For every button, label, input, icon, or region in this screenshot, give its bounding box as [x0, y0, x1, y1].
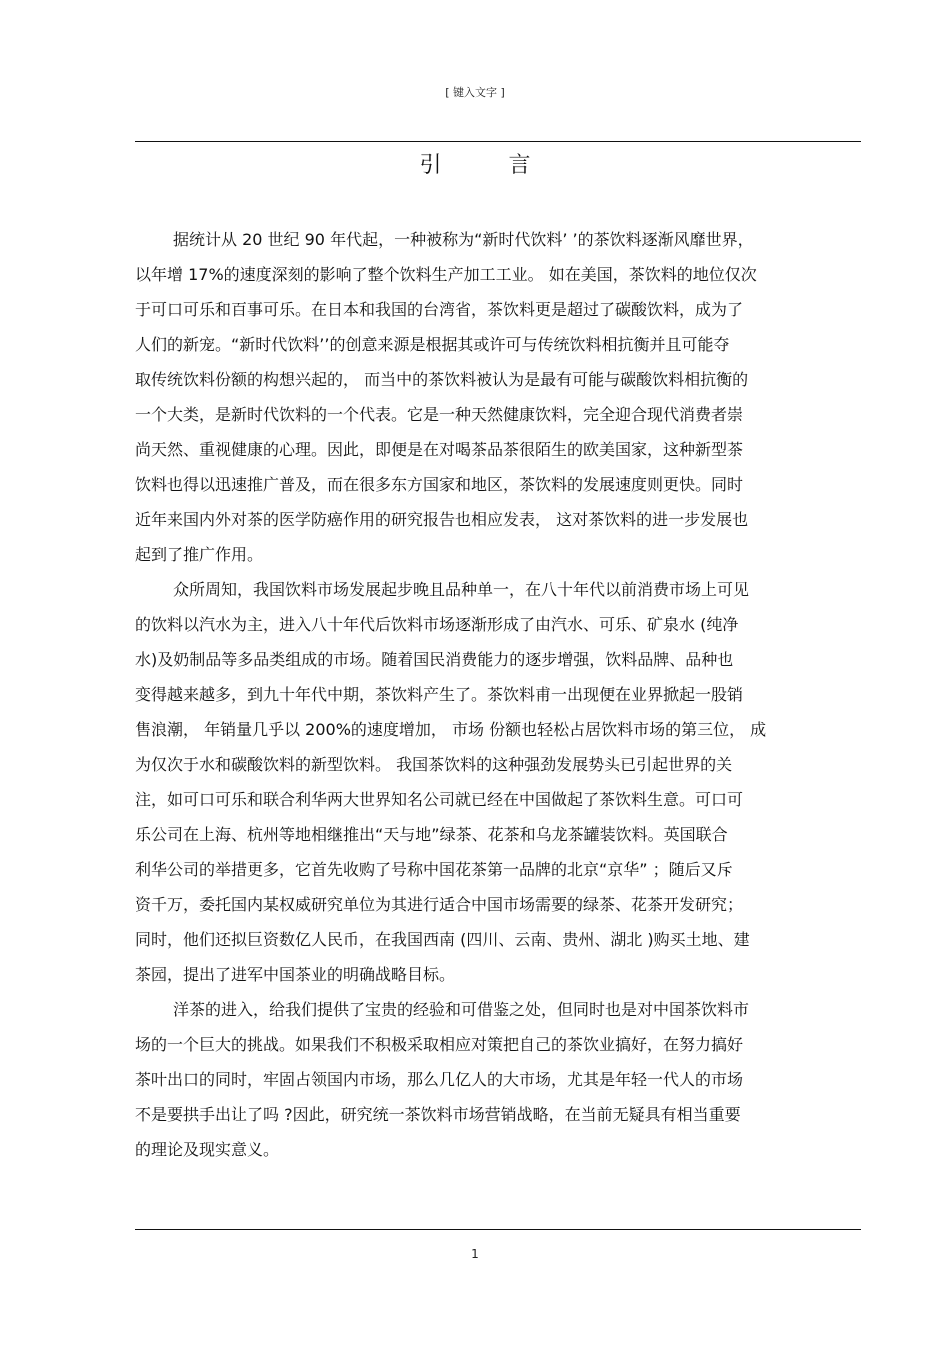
text-line: 众所周知，我国饮料市场发展起步晚且品种单一，在八十年代以前消费市场上可见	[173, 580, 750, 599]
text-line: 变得越来越多，到九十年代中期，茶饮料产生了。茶饮料甫一出现便在业界掀起一股销	[135, 685, 744, 704]
text-line: 场的一个巨大的挑战。如果我们不积极采取相应对策把自己的茶饮业搞好，在努力搞好	[135, 1035, 744, 1054]
text-line: 人们的新宠。“新时代饮料’’的创意来源是根据其或许可与传统饮料相抗衡并且可能夺	[135, 335, 730, 354]
text-line: 茶园，提出了进军中国茶业的明确战略目标。	[135, 965, 456, 984]
page-number: 1	[471, 1247, 479, 1261]
paragraph-2	[135, 572, 861, 992]
text-line: 取传统饮料份额的构想兴起的， 而当中的茶饮料被认为是最有可能与碳酸饮料相抗衡的	[135, 370, 749, 389]
header-rule	[135, 141, 861, 142]
text-line: 于可口可乐和百事可乐。在日本和我国的台湾省，茶饮料更是超过了碳酸饮料，成为了	[135, 300, 744, 319]
text-line: 不是要拱手出让了吗 ?因此，研究统一茶饮料市场营销战略，在当前无疑具有相当重要	[135, 1105, 741, 1124]
text-line: 利华公司的举措更多，它首先收购了号称中国花茶第一品牌的北京“京华” ；随后又斥	[135, 860, 733, 879]
text-line: 乐公司在上海、杭州等地相继推出“天与地”绿茶、花茶和乌龙茶罐装饮料。英国联合	[135, 825, 728, 844]
text-line: 洋茶的进入，给我们提供了宝贵的经验和可借鉴之处，但同时也是对中国茶饮料市	[173, 1000, 750, 1019]
text-line: 为仅次于水和碳酸饮料的新型饮料。 我国茶饮料的这种强劲发展势头已引起世界的关	[135, 755, 733, 774]
footer-rule	[135, 1229, 861, 1230]
text-line: 以年增 17%的速度深刻的影响了整个饮料生产加工工业。 如在美国，茶饮料的地位仅次	[135, 265, 757, 284]
text-line: 饮料也得以迅速推广普及，而在很多东方国家和地区，茶饮料的发展速度则更快。同时	[135, 475, 744, 494]
text-line: 水)及奶制品等多品类组成的市场。随着国民消费能力的逐步增强，饮料品牌、品种也	[135, 650, 734, 669]
text-line: 注，如可口可乐和联合利华两大世界知名公司就已经在中国做起了茶饮料生意。可口可	[135, 790, 744, 809]
text-line: 近年来国内外对茶的医学防癌作用的研究报告也相应发表， 这对茶饮料的进一步发展也	[135, 510, 749, 529]
text-line: 的理论及现实意义。	[135, 1140, 280, 1159]
document-body	[135, 222, 861, 1167]
text-line: 同时，他们还拟巨资数亿人民币，在我国西南 (四川、云南、贵州、湖北 )购买土地、建	[135, 930, 750, 949]
header-placeholder: [ 键入文字 ]	[445, 86, 505, 99]
paragraph-1	[135, 222, 861, 572]
paragraph-3	[135, 992, 861, 1167]
text-line: 售浪潮， 年销量几乎以 200%的速度增加， 市场 份额也轻松占居饮料市场的第三位， 成	[135, 720, 767, 739]
text-line: 资千万，委托国内某权威研究单位为其进行适合中国市场需要的绿茶、花茶开发研究；	[135, 895, 744, 914]
page-title: 引 言	[419, 153, 561, 178]
text-line: 据统计从 20 世纪 90 年代起，一种被称为“新时代饮料’ ’的茶饮料逐渐风靡世界，	[173, 230, 754, 249]
text-line: 起到了推广作用。	[135, 545, 264, 564]
text-line: 尚天然、重视健康的心理。因此，即便是在对喝茶品茶很陌生的欧美国家，这种新型茶	[135, 440, 744, 459]
text-line: 一个大类，是新时代饮料的一个代表。它是一种天然健康饮料，完全迎合现代消费者崇	[135, 405, 744, 424]
text-line: 的饮料以汽水为主，进入八十年代后饮料市场逐渐形成了由汽水、可乐、矿泉水 (纯净	[135, 615, 739, 634]
text-line: 茶叶出口的同时，牢固占领国内市场，那么几亿人的大市场，尤其是年轻一代人的市场	[135, 1070, 744, 1089]
